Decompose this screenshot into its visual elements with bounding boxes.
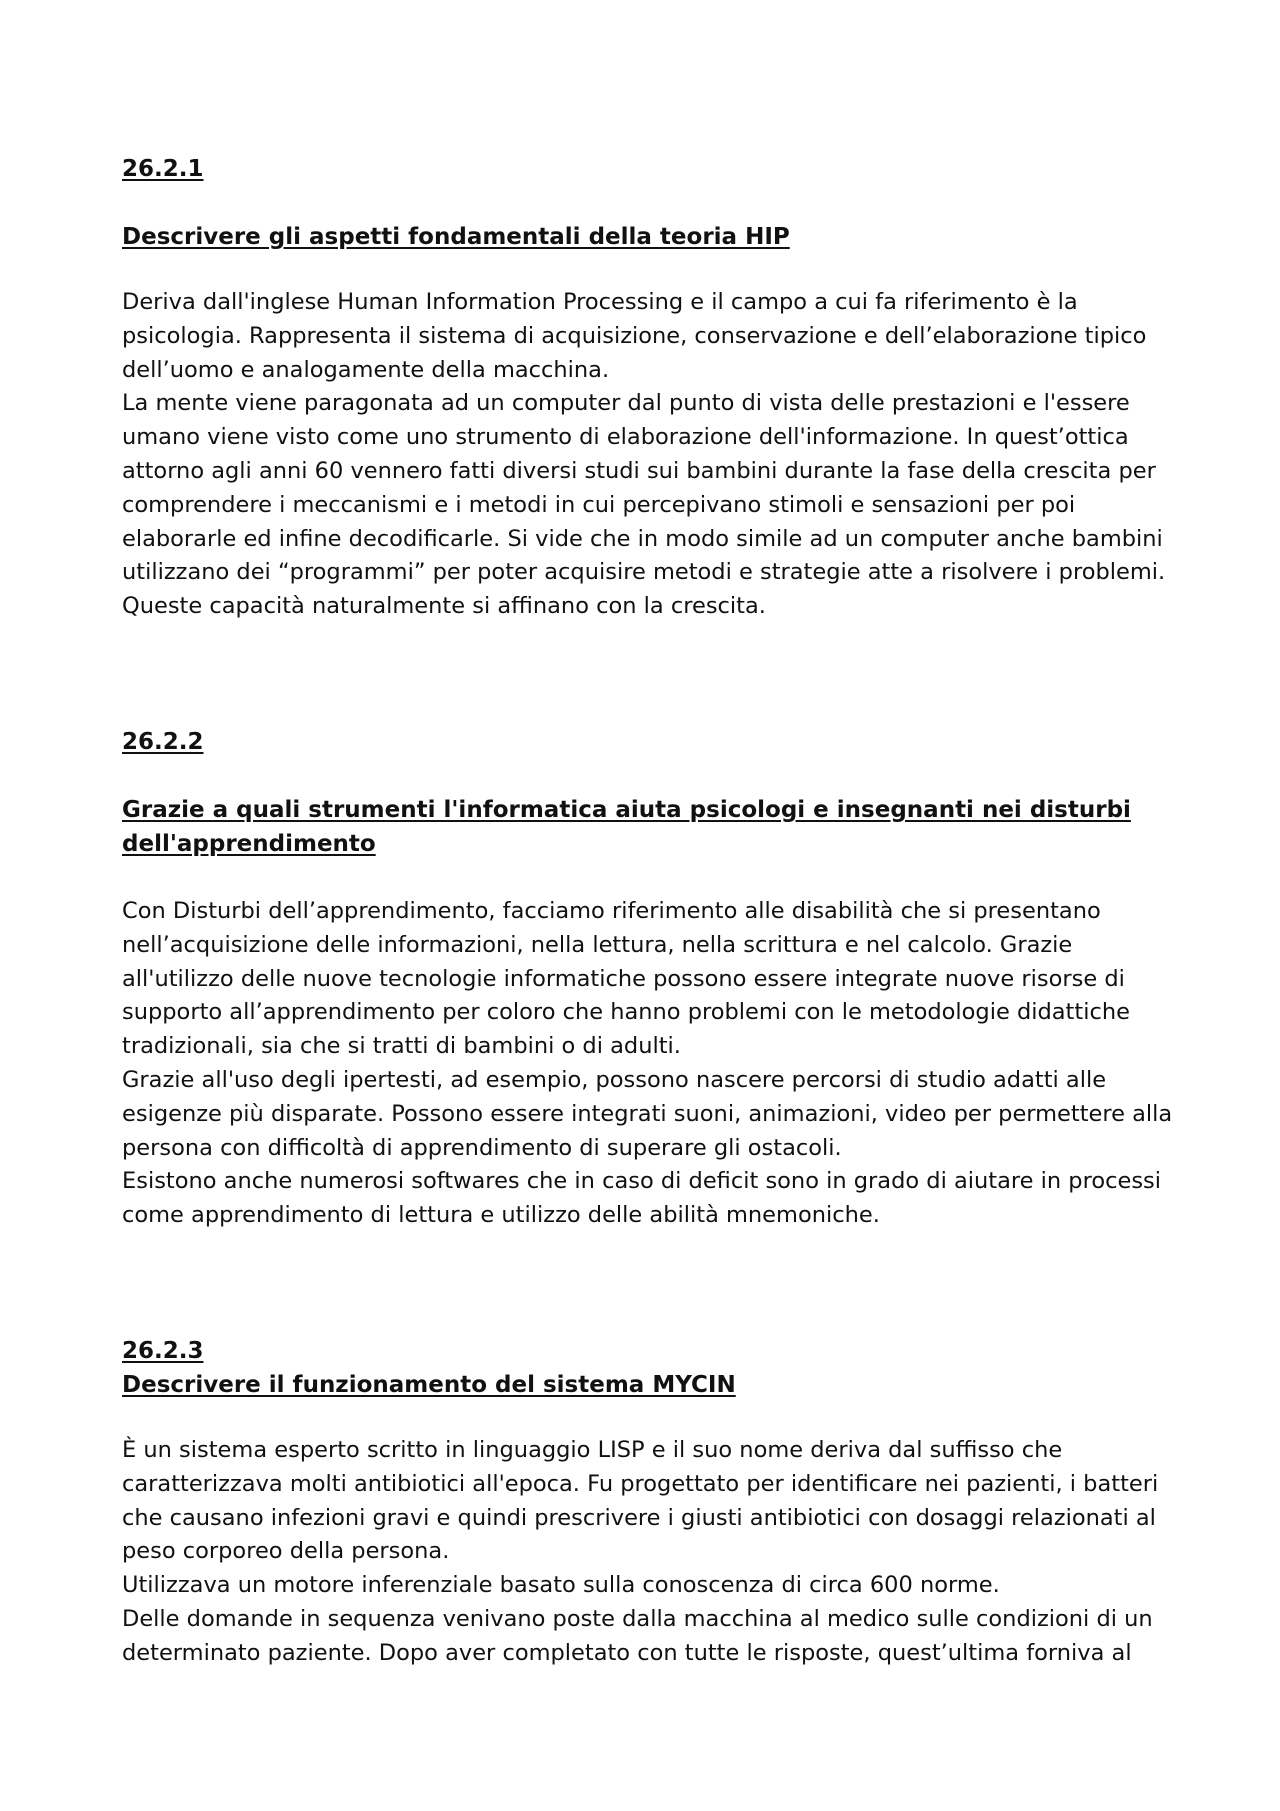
section-title: Grazie a quali strumenti l'informatica aiuta psicologi e insegnanti nei disturbi dell'apprendimento — [122, 796, 1131, 857]
section-code: 26.2.2 — [122, 728, 204, 755]
section-body — [122, 1434, 1182, 1671]
paragraph: Delle domande in sequenza venivano poste dalla macchina al medico sulle condizioni di un determinato paziente. Dopo aver completato con tutte le risposte, quest’ultima forniva al — [122, 1605, 1153, 1666]
paragraph: La mente viene paragonata ad un computer dal punto di vista delle prestazioni e l'essere umano viene visto come uno strumento di elaborazione dell'informazione. In quest’ottica attorno agli anni 60 vennero fatti diversi studi sui bambini durante la fase della crescita per comprendere i meccanismi e i metodi in cui percepivano stimoli e sensazioni per poi elaborarle ed infine decodificarle. Si vide che in modo simile ad un computer anche bambini utilizzano dei “programmi” per poter acquisire metodi e strategie atte a risolvere i problemi. Queste capacità naturalmente si affinano con la crescita. — [122, 390, 1166, 620]
paragraph: Deriva dall'inglese Human Information Processing e il campo a cui fa riferimento è la psicologia. Rappresenta il sistema di acquisizione, conservazione e dell’elaborazione tipico dell’uomo e analogamente della macchina. — [122, 289, 1147, 383]
paragraph: Con Disturbi dell’apprendimento, facciamo riferimento alle disabilità che si presentano nell’acquisizione delle informazioni, nella lettura, nella scrittura e nel calcolo. Grazie all'utilizzo delle nuove tecnologie informatiche possono essere integrate nuove risorse di supporto all’apprendimento per coloro che hanno problemi con le metodologie didattiche tradizionali, sia che si tratti di bambini o di adulti. — [122, 897, 1130, 1060]
paragraph: Grazie all'uso degli ipertesti, ad esempio, possono nascere percorsi di studio adatti alle esigenze più disparate. Possono essere integrati suoni, animazioni, video per permettere alla persona con difficoltà di apprendimento di superare gli ostacoli. — [122, 1066, 1173, 1161]
section-code: 26.2.1 — [122, 156, 204, 182]
document-page — [122, 152, 1182, 1671]
section-body — [122, 286, 1182, 624]
paragraph: Utilizzava un motore inferenziale basato sulla conoscenza di circa 600 norme. — [122, 1572, 1000, 1599]
section-code: 26.2.3 — [122, 1337, 204, 1364]
paragraph: Esistono anche numerosi softwares che in caso di deficit sono in grado di aiutare in processi come apprendimento di lettura e utilizzo delle abilità mnemoniche. — [122, 1168, 1162, 1229]
section-body — [122, 895, 1182, 1233]
section-title: Descrivere il funzionamento del sistema MYCIN — [122, 1371, 736, 1398]
paragraph: È un sistema esperto scritto in linguaggio LISP e il suo nome deriva dal suffisso che caratterizzava molti antibiotici all'epoca. Fu progettato per identificare nei pazienti, i batteri che causano infezioni gravi e quindi prescrivere i giusti antibiotici con dosaggi relazionati al peso corporeo della persona. — [122, 1436, 1159, 1565]
section-title: Descrivere gli aspetti fondamentali della teoria HIP — [122, 224, 790, 250]
